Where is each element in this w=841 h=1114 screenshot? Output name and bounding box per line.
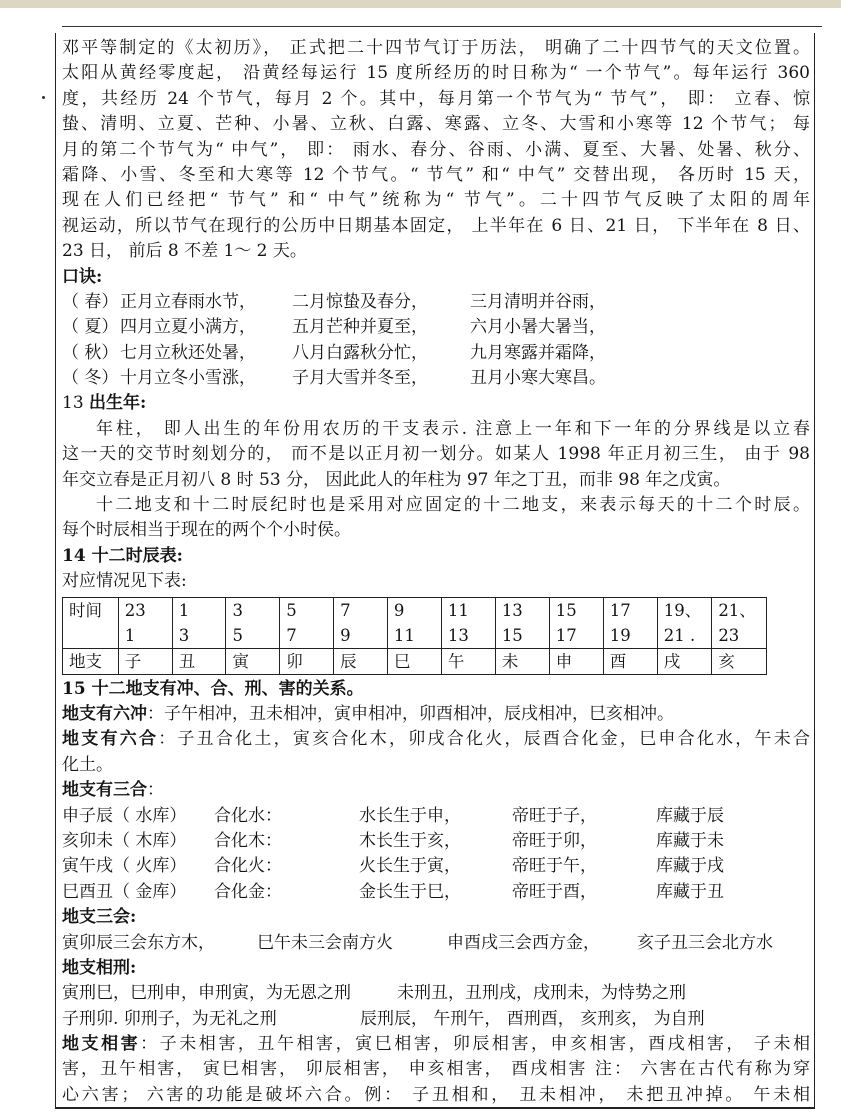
hours-heading: 14 十二时辰表: <box>62 545 183 566</box>
text-line: 年交立春是正月初八 8 时 53 分， 因此此人的年柱为 97 年之丁丑，而非 98 年之戊寅。 <box>62 469 731 490</box>
text-line: 月的第二个节气为“ 中气”， 即： 雨水、春分、谷雨、小满、夏至、大暑、处暑、秋分、 <box>62 139 810 160</box>
time-cell: 17 19 <box>603 597 657 648</box>
branch-cell: 辰 <box>334 648 388 674</box>
table-row <box>63 648 767 674</box>
rhyme-line <box>62 290 810 315</box>
three-combine-row: 亥卯未（ 木库） 合化木： 木长生于亥， 帝旺于卯， 库藏于未 <box>62 830 724 851</box>
rhyme-part: 子月大雪并冬至， <box>292 368 428 389</box>
branch-cell: 丑 <box>172 648 226 674</box>
six-combine-line <box>62 727 810 752</box>
text-line: 蛰、清明、立夏、芒种、小暑、立秋、白露、寒露、立冬、大雪和小寒等 12 个节气； 每 <box>62 114 810 135</box>
text-line: 邓平等制定的《太初历》， 正式把二十四节气订于历法， 明确了二十四节气的天文位置。 <box>62 38 810 58</box>
time-cell: 1 3 <box>172 597 226 648</box>
table-row <box>63 597 767 648</box>
rhyme-part: 七月立秋还处暑， <box>120 342 256 363</box>
rhyme-season: （ 夏） <box>62 317 119 338</box>
rhyme-part: 八月白露秋分忙， <box>292 342 428 363</box>
text-line: 害，丑午相害， 寅巳相害， 卯辰相害， 申亥相害， 酉戌相害 注： 六害在古代有称为穿 <box>62 1059 810 1080</box>
punish-heading: 地支相刑: <box>62 957 137 978</box>
section-title: 出生年: <box>89 393 147 414</box>
rhyme-part: 六月小暑大暑当， <box>470 317 606 338</box>
time-label-cell: 时间 <box>63 597 119 648</box>
punish-line: 寅刑巳，巳刑申，申刑寅，为无恩之刑 未刑丑，丑刑戌，戌刑未，为恃势之刑 <box>62 983 686 1004</box>
three-combine-row: 巳酉丑（ 金库） 合化金： 金长生于巳， 帝旺于酉， 库藏于丑 <box>62 881 724 902</box>
rhyme-part: 三月清明并谷雨， <box>470 291 606 312</box>
six-combine-text: ：子丑合化土，寅亥合化木，卯戌合化火，辰酉合化金，巳申合化水，午未合 <box>158 729 811 750</box>
text-line: 心六害； 六害的功能是破坏六合。例： 子丑相和， 丑未相冲， 未把丑冲掉。 午未相 <box>62 1084 810 1105</box>
rhyme-part: 正月立春雨水节， <box>120 291 256 312</box>
text-line: 霜降、小雪、冬至和大寒等 12 个节气。“ 节气” 和“ 中气” 交替出现， 各历时 15 天， <box>62 164 810 185</box>
top-background-band <box>0 0 841 8</box>
rhyme-part: 五月芒种并夏至， <box>292 317 428 338</box>
rhyme-part: 二月惊蛰及春分， <box>292 291 428 312</box>
punish-line: 子刑卯. 卯刑子，为无礼之刑 辰刑辰， 午刑午， 酉刑酉， 亥刑亥， 为自刑 <box>62 1008 705 1029</box>
six-clash-text: ：子午相冲，丑未相冲，寅申相冲，卯酉相冲，辰戌相冲，巳亥相冲。 <box>147 703 674 724</box>
branch-cell: 申 <box>549 648 603 674</box>
branch-label-cell: 地支 <box>63 648 119 674</box>
six-clash-line <box>62 702 810 727</box>
rhyme-line <box>62 315 810 340</box>
text-line: 化土。 <box>62 754 113 775</box>
rhyme-season: （ 秋） <box>62 342 119 363</box>
rhyme-part: 四月立夏小满方， <box>120 317 256 338</box>
three-combine-row: 寅午戌（ 火库） 合化火： 火长生于寅， 帝旺于午， 库藏于戌 <box>62 856 724 877</box>
rhyme-line <box>62 366 810 391</box>
text-line: 现在人们已经把“ 节气” 和“ 中气”统称为“ 节气”。二十四节气反映了太阳的周年 <box>62 190 810 211</box>
branch-cell: 午 <box>441 648 495 674</box>
time-cell: 7 9 <box>334 597 388 648</box>
time-cell: 15 17 <box>549 597 603 648</box>
six-combine-label: 地支有六合 <box>62 729 159 750</box>
time-cell: 23 1 <box>118 597 172 648</box>
three-combine-heading: 地支有三合： <box>62 780 164 801</box>
branch-cell: 戌 <box>657 648 712 674</box>
text-line: 太阳从黄经零度起， 沿黄经每运行 15 度所经历的时日称为“ 一个节气”。每年运行 360 <box>62 63 810 84</box>
harm-label: 地支相害 <box>62 1034 141 1055</box>
text-line: 23 日， 前后 8 不差 1～ 2 天。 <box>62 241 307 262</box>
rhyme-part: 丑月小寒大寒昌。 <box>470 368 606 389</box>
rhyme-line <box>62 341 810 366</box>
rhyme-part: 十月立冬小雪涨， <box>120 368 256 389</box>
branch-cell: 子 <box>118 648 172 674</box>
time-cell: 21、 23 <box>712 597 767 648</box>
rhyme-season: （ 冬） <box>62 368 119 389</box>
relations-heading: 15 十二地支有冲、合、刑、害的关系。 <box>62 678 364 699</box>
top-rule <box>62 26 822 27</box>
three-combine-row: 申子辰（ 水库） 合化水： 水长生于申， 帝旺于子， 库藏于辰 <box>62 805 724 826</box>
branch-cell: 寅 <box>226 648 280 674</box>
three-meet-line: 寅卯辰三会东方木， 巳午未三会南方火 申酉戌三会西方金， 亥子丑三会北方水 <box>62 932 773 953</box>
time-cell: 3 5 <box>226 597 280 648</box>
hours-caption: 对应情况见下表: <box>62 571 187 592</box>
hours-table <box>62 597 767 675</box>
branch-cell: 酉 <box>603 648 657 674</box>
text-line: 每个时辰相当于现在的两个个小时侯。 <box>62 520 351 541</box>
time-cell: 13 15 <box>495 597 549 648</box>
harm-line <box>62 1032 810 1057</box>
time-cell: 11 13 <box>441 597 495 648</box>
branch-cell: 巳 <box>387 648 441 674</box>
branch-cell: 卯 <box>280 648 334 674</box>
time-cell: 9 11 <box>387 597 441 648</box>
harm-text: ：子未相害，丑午相害，寅巳相害，卯辰相害，申亥相害，酉戌相害， 子未相 <box>140 1034 811 1055</box>
rhyme-part: 九月寒露并霜降， <box>470 342 606 363</box>
three-meet-heading: 地支三会: <box>62 907 137 928</box>
rhyme-verse <box>62 290 810 392</box>
time-cell: 19、 21 . <box>657 597 712 648</box>
branch-cell: 未 <box>495 648 549 674</box>
document-body <box>62 36 810 1108</box>
text-line: 年柱， 即人出生的年份用农历的干支表示. 注意上一年和下一年的分界线是以立春 <box>96 418 810 439</box>
time-cell: 5 7 <box>280 597 334 648</box>
margin-speck <box>42 96 45 99</box>
intro-paragraph <box>62 36 810 265</box>
birth-year-paragraph <box>62 417 810 544</box>
text-line: 十二地支和十二时辰纪时也是采用对应固定的十二地支，来表示每天的十二个时辰。 <box>96 495 810 516</box>
six-clash-label: 地支有六冲 <box>62 703 147 724</box>
text-line: 度，共经历 24 个节气，每月 2 个。其中，每月第一个节气为“ 节气”， 即： 立春、惊 <box>62 88 810 109</box>
section-heading <box>62 391 810 416</box>
text-line: 这一天的交节时刻划分的， 而不是以正月初一划分。如某人 1998 年正月初三生， 由于 98 <box>62 444 810 465</box>
section-number: 13 <box>62 393 84 414</box>
rhyme-season: （ 春） <box>62 291 119 312</box>
rhyme-heading: 口诀: <box>62 266 103 287</box>
branch-cell: 亥 <box>712 648 767 674</box>
text-line: 视运动，所以节气在现行的公历中日期基本固定， 上半年在 6 日、21 日， 下半年在 8 日、 <box>62 215 810 236</box>
